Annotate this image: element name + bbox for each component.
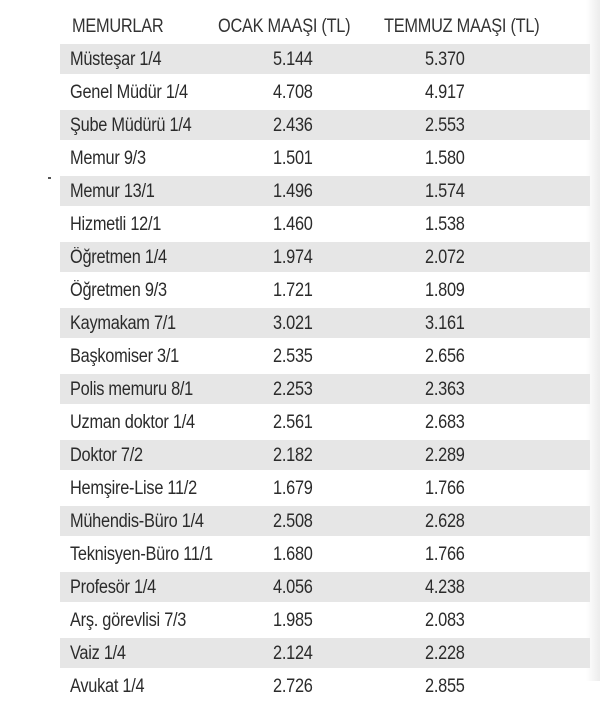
ocak-salary: 4.708 bbox=[273, 82, 313, 103]
ocak-salary: 5.144 bbox=[273, 49, 313, 70]
header-memurlar: MEMURLAR bbox=[72, 16, 164, 37]
ocak-salary: 2.182 bbox=[273, 445, 313, 466]
ocak-salary: 2.436 bbox=[273, 115, 313, 136]
ocak-salary: 1.985 bbox=[273, 610, 313, 631]
ocak-salary: 2.561 bbox=[273, 412, 313, 433]
temmuz-salary: 2.289 bbox=[425, 445, 465, 466]
row-title: Müsteşar 1/4 bbox=[70, 49, 162, 70]
row-title: Hizmetli 12/1 bbox=[70, 214, 162, 235]
ocak-salary: 1.721 bbox=[273, 280, 313, 301]
table-row bbox=[60, 176, 590, 206]
table-row bbox=[60, 110, 590, 140]
temmuz-salary: 3.161 bbox=[425, 313, 465, 334]
ocak-salary: 1.496 bbox=[273, 181, 313, 202]
row-title: Öğretmen 1/4 bbox=[70, 247, 167, 268]
table-row bbox=[60, 143, 590, 173]
row-title: Şube Müdürü 1/4 bbox=[70, 115, 192, 136]
table-row bbox=[60, 242, 590, 272]
table-row bbox=[60, 473, 590, 503]
ocak-salary: 2.124 bbox=[273, 643, 313, 664]
ocak-salary: 2.508 bbox=[273, 511, 313, 532]
row-title: Mühendis-Büro 1/4 bbox=[70, 511, 204, 532]
ocak-salary: 2.535 bbox=[273, 346, 313, 367]
ocak-salary: 1.501 bbox=[273, 148, 313, 169]
temmuz-salary: 1.809 bbox=[425, 280, 465, 301]
temmuz-salary: 1.766 bbox=[425, 478, 465, 499]
header-temmuz-maasi: TEMMUZ MAAŞI (TL) bbox=[384, 16, 540, 37]
temmuz-salary: 2.363 bbox=[425, 379, 465, 400]
row-title: Hemşire-Lise 11/2 bbox=[70, 478, 197, 499]
ocak-salary: 1.679 bbox=[273, 478, 313, 499]
table-row bbox=[60, 572, 590, 602]
temmuz-salary: 1.574 bbox=[425, 181, 465, 202]
row-title: Polis memuru 8/1 bbox=[70, 379, 194, 400]
table-row bbox=[60, 275, 590, 305]
table-row bbox=[60, 539, 590, 569]
table-row bbox=[60, 44, 590, 74]
temmuz-salary: 2.083 bbox=[425, 610, 465, 631]
temmuz-salary: 4.238 bbox=[425, 577, 465, 598]
temmuz-salary: 4.917 bbox=[425, 82, 465, 103]
table-row bbox=[60, 209, 590, 239]
row-title: Memur 13/1 bbox=[70, 181, 155, 202]
row-title: Avukat 1/4 bbox=[70, 676, 145, 697]
row-title: Memur 9/3 bbox=[70, 148, 146, 169]
row-title: Başkomiser 3/1 bbox=[70, 346, 180, 367]
table-row bbox=[60, 341, 590, 371]
table-row bbox=[60, 638, 590, 668]
table-row bbox=[60, 407, 590, 437]
temmuz-salary: 2.228 bbox=[425, 643, 465, 664]
table-row bbox=[60, 605, 590, 635]
temmuz-salary: 2.855 bbox=[425, 676, 465, 697]
ocak-salary: 1.460 bbox=[273, 214, 313, 235]
table-row bbox=[60, 506, 590, 536]
ocak-salary: 2.726 bbox=[273, 676, 313, 697]
row-title: Uzman doktor 1/4 bbox=[70, 412, 195, 433]
salary-table bbox=[60, 44, 590, 704]
table-row bbox=[60, 671, 590, 701]
row-title: Profesör 1/4 bbox=[70, 577, 156, 598]
temmuz-salary: 2.628 bbox=[425, 511, 465, 532]
row-title: Kaymakam 7/1 bbox=[70, 313, 176, 334]
table-row bbox=[60, 308, 590, 338]
ocak-salary: 2.253 bbox=[273, 379, 313, 400]
row-title: Öğretmen 9/3 bbox=[70, 280, 167, 301]
row-title: Genel Müdür 1/4 bbox=[70, 82, 188, 103]
temmuz-salary: 1.766 bbox=[425, 544, 465, 565]
row-title: Arş. görevlisi 7/3 bbox=[70, 610, 187, 631]
row-title: Doktor 7/2 bbox=[70, 445, 143, 466]
table-header bbox=[60, 10, 590, 40]
temmuz-salary: 5.370 bbox=[425, 49, 465, 70]
temmuz-salary: 2.683 bbox=[425, 412, 465, 433]
header-ocak-maasi: OCAK MAAŞI (TL) bbox=[218, 16, 351, 37]
ocak-salary: 4.056 bbox=[273, 577, 313, 598]
ocak-salary: 3.021 bbox=[273, 313, 313, 334]
ocak-salary: 1.974 bbox=[273, 247, 313, 268]
temmuz-salary: 1.538 bbox=[425, 214, 465, 235]
temmuz-salary: 1.580 bbox=[425, 148, 465, 169]
temmuz-salary: 2.072 bbox=[425, 247, 465, 268]
row-title: Teknisyen-Büro 11/1 bbox=[70, 544, 213, 565]
stray-mark bbox=[48, 177, 51, 179]
row-title: Vaiz 1/4 bbox=[70, 643, 126, 664]
temmuz-salary: 2.656 bbox=[425, 346, 465, 367]
ocak-salary: 1.680 bbox=[273, 544, 313, 565]
temmuz-salary: 2.553 bbox=[425, 115, 465, 136]
table-row bbox=[60, 440, 590, 470]
table-row bbox=[60, 374, 590, 404]
table-row bbox=[60, 77, 590, 107]
